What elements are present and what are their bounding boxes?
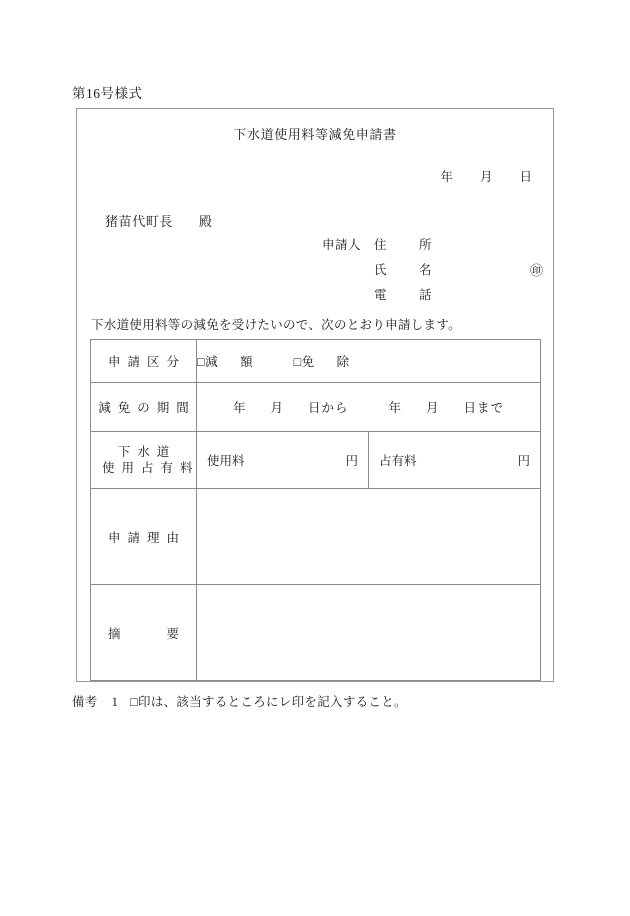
checkbox-exemption[interactable] xyxy=(294,355,355,369)
table-row-fees xyxy=(91,432,541,489)
date-year: 年 xyxy=(440,170,454,184)
checkbox-reduction[interactable] xyxy=(197,355,258,369)
cell-occupancy-fee xyxy=(369,432,541,489)
cell-remarks[interactable] xyxy=(197,585,541,681)
label-application-category: 申請区分 xyxy=(91,340,197,383)
footnote-prefix: 備考 xyxy=(72,695,98,709)
applicant-tag: 申請人 xyxy=(322,238,362,252)
period-range xyxy=(197,398,540,416)
date-day: 日 xyxy=(519,170,533,184)
seal-icon: ㊞ xyxy=(530,263,544,278)
label-application-reason: 申請理由 xyxy=(91,489,197,585)
period-from-day: 日から xyxy=(307,401,349,415)
footnote xyxy=(72,692,407,710)
footnote-text: □印は、該当するところにレ印を記入すること。 xyxy=(130,695,407,709)
label-remarks: 摘 要 xyxy=(91,585,197,681)
table-row-reduction-period xyxy=(91,383,541,432)
applicant-name-label: 氏 名 xyxy=(374,263,442,277)
applicant-phone-label: 電 話 xyxy=(374,288,442,302)
table-row-reason xyxy=(91,489,541,585)
footnote-number: 1 xyxy=(111,695,119,709)
form-number: 第16号様式 xyxy=(72,86,143,101)
period-from-year: 年 xyxy=(232,401,247,415)
cell-application-category xyxy=(197,340,541,383)
applicant-block xyxy=(322,233,544,308)
period-to-month: 月 xyxy=(426,401,440,415)
applicant-phone-row xyxy=(322,283,442,308)
usage-fee-unit: 円 xyxy=(345,454,358,468)
checkbox-reduction-box: □ xyxy=(197,355,206,369)
occupancy-fee-entry xyxy=(369,451,540,469)
applicant-address-label: 住 所 xyxy=(374,238,442,252)
addressee xyxy=(105,211,213,230)
form-frame xyxy=(76,108,554,682)
addressee-name: 猪苗代町長 xyxy=(105,214,174,229)
label-reduction-period: 減免の期間 xyxy=(91,383,197,432)
usage-fee-entry xyxy=(197,451,368,469)
cell-reduction-period xyxy=(197,383,541,432)
label-sewer-line1: 下水道 xyxy=(117,445,177,459)
intro-text: 下水道使用料等の減免を受けたいので、次のとおり申請します。 xyxy=(91,318,461,332)
occupancy-fee-unit: 円 xyxy=(517,454,530,468)
date-line xyxy=(440,167,533,185)
page-title: 下水道使用料等減免申請書 xyxy=(233,127,397,142)
period-from-month: 月 xyxy=(270,401,284,415)
period-to-year: 年 xyxy=(388,401,403,415)
cell-application-reason[interactable] xyxy=(197,489,541,585)
checkbox-exemption-label: 免 除 xyxy=(301,355,355,369)
table-row-application-category xyxy=(91,340,541,383)
label-sewer-line2: 使用占有料 xyxy=(102,461,200,475)
period-to-day: 日まで xyxy=(463,401,505,415)
applicant-name-row xyxy=(322,258,544,283)
cell-usage-fee xyxy=(197,432,369,489)
checkbox-exemption-box: □ xyxy=(293,355,302,369)
checkbox-reduction-label: 減 額 xyxy=(205,355,258,369)
applicant-address-row xyxy=(322,233,442,258)
label-sewer-usage-fee xyxy=(91,432,200,489)
checkbox-group xyxy=(197,352,540,370)
table-row-remarks xyxy=(91,585,541,681)
application-table xyxy=(90,339,541,681)
usage-fee-label: 使用料 xyxy=(207,454,245,468)
occupancy-fee-label: 占有料 xyxy=(379,454,417,468)
date-month: 月 xyxy=(479,170,494,184)
addressee-honorific: 殿 xyxy=(199,214,213,229)
